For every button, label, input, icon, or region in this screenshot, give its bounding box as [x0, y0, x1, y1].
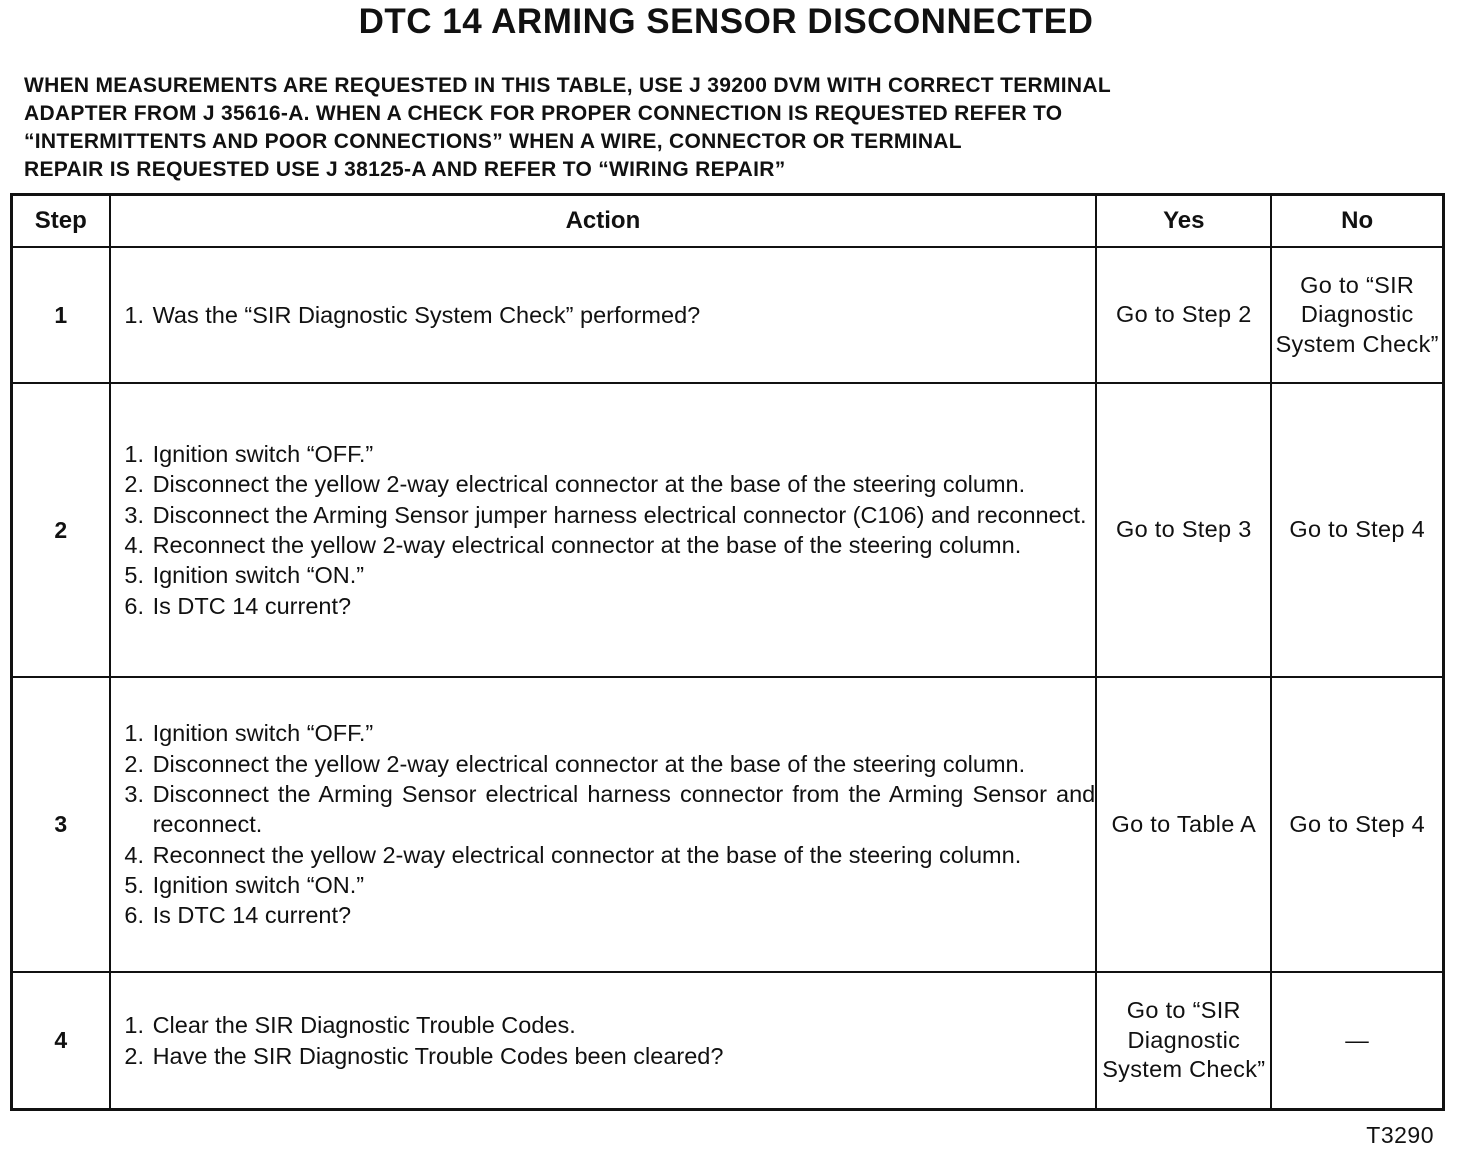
- action-item: 4. Reconnect the yellow 2-way electrical connector at the base of the steering column.: [151, 530, 1096, 560]
- action-list: [111, 1010, 1096, 1071]
- step-number: 4: [12, 972, 110, 1110]
- intro-instructions: [24, 72, 1424, 184]
- action-item: 6. Is DTC 14 current?: [151, 591, 1096, 621]
- action-item: 2. Disconnect the yellow 2-way electrical connector at the base of the steering column.: [151, 469, 1096, 499]
- header-action: Action: [110, 195, 1097, 248]
- action-item: 1. Was the “SIR Diagnostic System Check” performed?: [151, 300, 1096, 330]
- table-row: [12, 972, 1444, 1110]
- yes-cell: Go to Table A: [1096, 677, 1271, 972]
- action-item: 5. Ignition switch “ON.”: [151, 870, 1096, 900]
- no-cell: —: [1271, 972, 1443, 1110]
- step-number: 3: [12, 677, 110, 972]
- intro-line: REPAIR IS REQUESTED USE J 38125-A AND REFER TO “WIRING REPAIR”: [24, 158, 786, 181]
- header-step: Step: [12, 195, 110, 248]
- table-row: [12, 383, 1444, 677]
- action-item: 3. Disconnect the Arming Sensor electrical harness connector from the Arming Sensor and reconnect.: [151, 779, 1096, 840]
- no-cell: Go to “SIR Diagnostic System Check”: [1271, 247, 1443, 383]
- table-header-row: [12, 195, 1444, 248]
- yes-cell: Go to “SIR Diagnostic System Check”: [1096, 972, 1271, 1110]
- yes-cell: Go to Step 2: [1096, 247, 1271, 383]
- page-title: DTC 14 ARMING SENSOR DISCONNECTED: [358, 2, 1094, 41]
- intro-line: “INTERMITTENTS AND POOR CONNECTIONS” WHEN A WIRE, CONNECTOR OR TERMINAL: [24, 130, 962, 153]
- intro-line: ADAPTER FROM J 35616-A. WHEN A CHECK FOR PROPER CONNECTION IS REQUESTED REFER TO: [24, 102, 1063, 125]
- header-no: No: [1271, 195, 1443, 248]
- action-item: 6. Is DTC 14 current?: [151, 900, 1096, 930]
- action-list: [111, 439, 1096, 621]
- intro-line: WHEN MEASUREMENTS ARE REQUESTED IN THIS TABLE, USE J 39200 DVM WITH CORRECT TERMINAL: [24, 74, 1111, 97]
- action-item: 1. Clear the SIR Diagnostic Trouble Codes.: [151, 1010, 1096, 1040]
- step-number: 1: [12, 247, 110, 383]
- action-cell: [110, 383, 1097, 677]
- action-item: 4. Reconnect the yellow 2-way electrical connector at the base of the steering column.: [151, 840, 1096, 870]
- step-number: 2: [12, 383, 110, 677]
- no-cell: Go to Step 4: [1271, 677, 1443, 972]
- action-item: 2. Have the SIR Diagnostic Trouble Codes been cleared?: [151, 1041, 1096, 1071]
- action-item: 2. Disconnect the yellow 2-way electrical connector at the base of the steering column.: [151, 749, 1096, 779]
- action-cell: [110, 247, 1097, 383]
- action-item: 1. Ignition switch “OFF.”: [151, 439, 1096, 469]
- table-row: [12, 677, 1444, 972]
- action-list: [111, 300, 1096, 330]
- action-item: 5. Ignition switch “ON.”: [151, 560, 1096, 590]
- figure-code: T3290: [1366, 1122, 1434, 1148]
- table-row: [12, 247, 1444, 383]
- action-list: [111, 718, 1096, 930]
- header-yes: Yes: [1096, 195, 1271, 248]
- action-cell: [110, 972, 1097, 1110]
- yes-cell: Go to Step 3: [1096, 383, 1271, 677]
- no-cell: Go to Step 4: [1271, 383, 1443, 677]
- diagnostic-table: [10, 193, 1445, 1111]
- action-cell: [110, 677, 1097, 972]
- action-item: 3. Disconnect the Arming Sensor jumper harness electrical connector (C106) and reconnect.: [151, 500, 1096, 530]
- action-item: 1. Ignition switch “OFF.”: [151, 718, 1096, 748]
